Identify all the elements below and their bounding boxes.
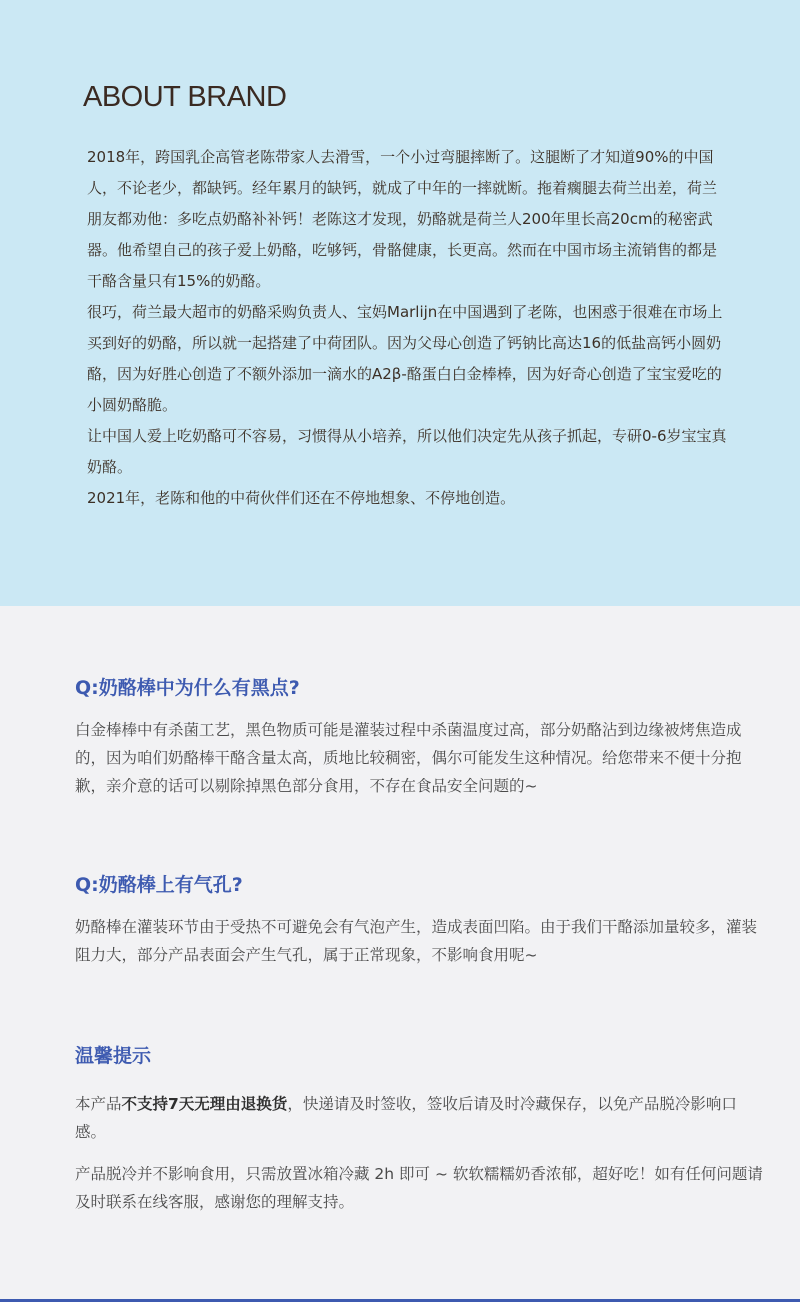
tips-text: ，快递请及时签收，签收后请及时冷藏保存，以免产品脱冷影响口感。 xyxy=(75,1095,737,1141)
faq-answer: 奶酪棒在灌装环节由于受热不可避免会有气泡产生，造成表面凹陷。由于我们干酪添加量较多，灌装阻力大，部分产品表面会产生气孔，属于正常现象，不影响食用呢~ xyxy=(75,918,758,964)
faq-black-spots xyxy=(75,675,765,800)
faq-air-holes xyxy=(75,872,765,969)
tips-text: 本产品 xyxy=(75,1095,122,1113)
no-return-notice: 不支持7天无理由退换货 xyxy=(121,1095,288,1113)
faq-question: Q:奶酪棒中为什么有黑点? xyxy=(75,677,300,699)
tips-return-policy xyxy=(75,1090,765,1146)
faq-question: Q:奶酪棒上有气孔? xyxy=(75,874,243,896)
warm-tips-title: 温馨提示 xyxy=(75,1045,152,1067)
about-brand-body xyxy=(87,142,727,514)
about-paragraph: 2018年，跨国乳企高管老陈带家人去滑雪，一个小过弯腿摔断了。这腿断了才知道90%的中国人，不论老少，都缺钙。经年累月的缺钙，就成了中年的一摔就断。拖着瘸腿去荷兰出差，荷兰朋友都劝他：多吃点奶酪补补钙！老陈这才发现，奶酪就是荷兰人200年里长高20cm的秘密武器。他希望自己的孩子爱上奶酪，吃够钙，骨骼健康，长更高。然而在中国市场主流销售的都是干酪含量只有15%的奶酪。 xyxy=(87,148,718,290)
about-paragraph: 2021年，老陈和他的中荷伙伴们还在不停地想象、不停地创造。 xyxy=(87,489,516,507)
about-brand-section xyxy=(0,0,800,606)
faq-answer: 白金棒棒中有杀菌工艺，黑色物质可能是灌装过程中杀菌温度过高，部分奶酪沾到边缘被烤焦造成的，因为咱们奶酪棒干酪含量太高，质地比较稠密，偶尔可能发生这种情况。给您带来不便十分抱歉，亲介意的话可以剔除掉黑色部分食用，不存在食品安全问题的~ xyxy=(75,721,742,795)
warm-tips-section xyxy=(75,1043,765,1216)
about-paragraph: 很巧，荷兰最大超市的奶酪采购负责人、宝妈Marlijn在中国遇到了老陈，也困惑于很难在市场上买到好的奶酪，所以就一起搭建了中荷团队。因为父母心创造了钙钠比高达16的低盐高钙小圆奶酪，因为好胜心创造了不额外添加一滴水的A2β-酪蛋白白金棒棒，因为好奇心创造了宝宝爱吃的小圆奶酪脆。 xyxy=(87,303,723,414)
about-paragraph: 让中国人爱上吃奶酪可不容易，习惯得从小培养，所以他们决定先从孩子抓起，专研0-6岁宝宝真奶酪。 xyxy=(87,427,727,476)
about-brand-title: ABOUT BRAND xyxy=(83,81,287,113)
tips-storage-note: 产品脱冷并不影响食用，只需放置冰箱冷藏 2h 即可 ~ 软软糯糯奶香浓郁，超好吃！如有任何问题请及时联系在线客服，感谢您的理解支持。 xyxy=(75,1165,763,1211)
